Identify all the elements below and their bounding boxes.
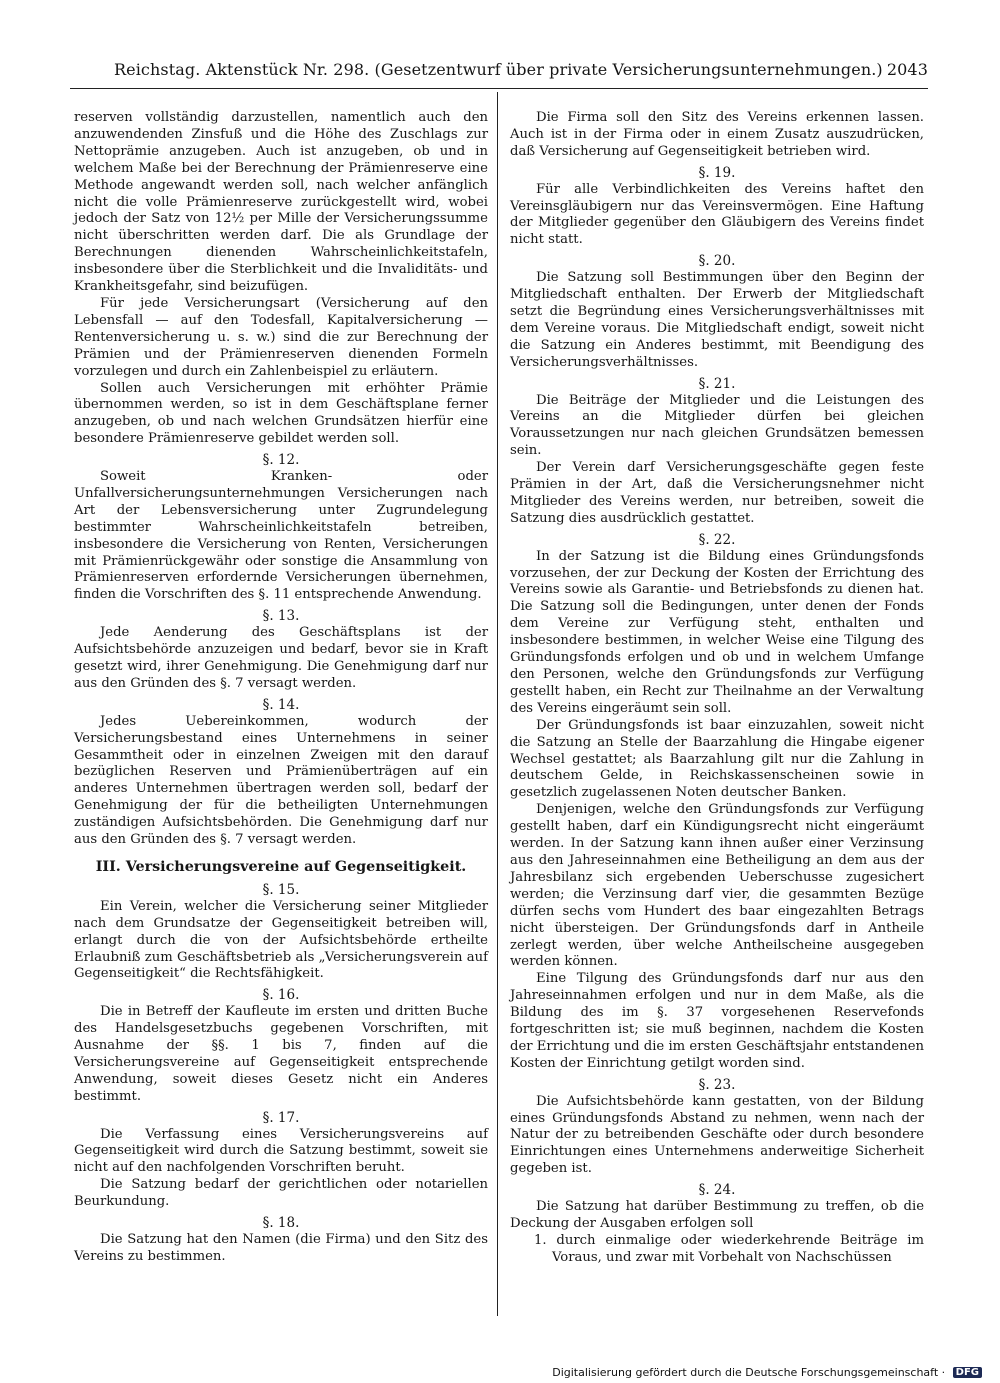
- paragraph: Der Gründungsfonds ist baar einzuzahlen, soweit nicht die Satzung an Stelle der Baarzahlung die Hingabe eigener Wechsel gestattet; als Baarzahlung gilt nur die Zahlung in deutschem Gelde, in Reichskassenscheinen sowie in gesetzlich zugelassenen Noten deutscher Banken.: [510, 717, 924, 801]
- paragraph: Ein Verein, welcher die Versicherung seiner Mitglieder nach dem Grundsatze der Gegenseitigkeit betreiben will, erlangt durch die von der Aufsichtsbehörde ertheilte Erlaubniß zum Geschäftsbetrieb als „Versicherungsverein auf Gegenseitigkeit“ die Rechtsfähigkeit.: [74, 898, 488, 982]
- paragraph: Die Satzung hat darüber Bestimmung zu treffen, ob die Deckung der Ausgaben erfolgen soll: [510, 1199, 924, 1231]
- running-header: [70, 60, 928, 86]
- paragraph: Sollen auch Versicherungen mit erhöhter Prämie übernommen werden, so ist in dem Geschäftsplane ferner anzugeben, ob und nach welchen Grundsätzen hierfür eine besondere Prämienreserve gebildet werden soll.: [74, 380, 488, 447]
- paragraph: Die Beiträge der Mitglieder und die Leistungen des Vereins an die Mitglieder dürfen bei gleichen Voraussetzungen nur nach gleichen Grundsätzen bemessen sein.: [510, 392, 924, 459]
- paragraph: Soweit Kranken- oder Unfallversicherungsunternehmungen Versicherungen nach Art der Lebensversicherung unter Zugrundelegung bestimmter Wahrscheinlichkeitstafeln betreiben, insbesondere die Versicherung von Renten, Versicherungen mit Prämienrückgewähr oder sonstige die Ansammlung von Prämienreserven erfordernde Versicherungen übernehmen, finden die Vorschriften des §. 11 entsprechende Anwendung.: [74, 469, 488, 603]
- paragraph: Für alle Verbindlichkeiten des Vereins haftet den Vereinsgläubigern nur das Vereinsvermögen. Eine Haftung der Mitglieder gegenüber den Gläubigern des Vereins findet nicht statt.: [510, 181, 924, 248]
- list-item: 1. durch einmalige oder wiederkehrende Beiträge im Voraus, und zwar mit Vorbehalt von Nachschüssen: [534, 1232, 924, 1265]
- right-column: [510, 110, 924, 1267]
- dfg-logo: DFG: [953, 1367, 982, 1378]
- part-heading: III. Versicherungsvereine auf Gegenseitigkeit.: [95, 858, 467, 875]
- digitization-credit: [552, 1366, 982, 1379]
- page-number: 2043: [886, 60, 928, 79]
- section-number: §. 24.: [698, 1182, 736, 1199]
- paragraph: Denjenigen, welche den Gründungsfonds zur Verfügung gestellt haben, darf ein Kündigungsrecht nicht eingeräumt werden. In der Satzung kann ihnen außer einer Verzinsung aus den Jahreseinnahmen eine Betheiligung an dem aus der Jahresbilanz sich ergebenden Ueberschusse zugesichert werden; die Verzinsung darf vier, die gesammten Bezüge dürfen sechs vom Hundert des baar eingezahlten Betrags nicht übersteigen. Der Gründungsfonds darf in Antheile zerlegt werden, über welche Antheilscheine ausgegeben werden können.: [510, 802, 924, 970]
- section-number: §. 23.: [698, 1076, 736, 1093]
- section-number: §. 12.: [262, 452, 300, 469]
- column-divider: [497, 92, 498, 1316]
- paragraph: Jede Aenderung des Geschäftsplans ist der Aufsichtsbehörde anzuzeigen und bedarf, bevor sie in Kraft gesetzt wird, ihrer Genehmigung. Die Genehmigung darf nur aus den Gründen des §. 7 versagt werden.: [74, 625, 488, 691]
- section-number: §. 20.: [698, 253, 736, 270]
- paragraph: Für jede Versicherungsart (Versicherung auf den Lebensfall — auf den Todesfall, Kapitalversicherung — Rentenversicherung u. s. w.) sind die zur Berechnung der Prämien und der Prämienreserven dienenden Formeln vorzulegen und durch ein Zahlenbeispiel zu erläutern.: [74, 295, 488, 379]
- section-number: §. 16.: [262, 987, 300, 1004]
- section-number: §. 18.: [262, 1215, 300, 1232]
- footer-text: Digitalisierung gefördert durch die Deutsche Forschungsgemeinschaft ·: [552, 1366, 946, 1379]
- paragraph: Jedes Uebereinkommen, wodurch der Versicherungsbestand eines Unternehmens in seiner Gesammtheit oder in einzelnen Zweigen mit den darauf bezüglichen Reserven und Prämienüberträgen auf ein anderes Unternehmen übertragen werden soll, bedarf der Genehmigung der für die betheiligten Unternehmungen zuständigen Aufsichtsbehörden. Die Genehmigung darf nur aus den Gründen des §. 7 versagt werden.: [74, 713, 488, 848]
- paragraph: In der Satzung ist die Bildung eines Gründungsfonds vorzusehen, der zur Deckung der Kosten der Errichtung des Vereins sowie als Garantie- und Betriebsfonds zu dienen hat. Die Satzung soll die Bedingungen, unter denen der Fonds dem Vereine zur Verfügung steht, enthalten und insbesondere bestimmen, in welcher Weise eine Tilgung des Gründungsfonds erfolgen und ob und in welchem Umfange den Personen, welche den Gründungsfonds zur Verfügung gestellt haben, ein Recht zur Theilnahme an der Verwaltung des Vereins eingeräumt sein soll.: [510, 548, 924, 716]
- paragraph: Die Aufsichtsbehörde kann gestatten, von der Bildung eines Gründungsfonds Abstand zu nehmen, wenn nach der Natur der zu betreibenden Geschäfte oder durch besondere Einrichtungen eines Unternehmens anderweitige Sicherheit gegeben ist.: [510, 1093, 924, 1177]
- section-number: §. 21.: [698, 375, 736, 392]
- section-number: §. 22.: [698, 531, 736, 548]
- paragraph: Die Satzung bedarf der gerichtlichen oder notariellen Beurkundung.: [74, 1177, 488, 1210]
- paragraph: Die Satzung soll Bestimmungen über den Beginn der Mitgliedschaft enthalten. Der Erwerb der Mitgliedschaft setzt die Begründung eines Versicherungsverhältnisses mit dem Vereine voraus. Die Mitgliedschaft endigt, soweit nicht die Satzung ein Anderes bestimmt, mit Beendigung des Versicherungsverhältnisses.: [510, 270, 924, 370]
- paragraph: Eine Tilgung des Gründungsfonds darf nur aus den Jahreseinnahmen erfolgen und nur in dem Maße, als die Bildung des im §. 37 vorgesehenen Reservefonds fortgeschritten ist; sie muß beginnen, nachdem die Kosten der Errichtung und die im ersten Geschäftsjahr entstandenen Kosten der Einrichtung getilgt worden sind.: [510, 971, 924, 1071]
- paragraph: Die Firma soll den Sitz des Vereins erkennen lassen. Auch ist in der Firma oder in einem Zusatz auszudrücken, daß Versicherung auf Gegenseitigkeit betrieben wird.: [510, 110, 924, 159]
- paragraph: Die Satzung hat den Namen (die Firma) und den Sitz des Vereins zu bestimmen.: [74, 1232, 488, 1264]
- paragraph: Die Verfassung eines Versicherungsvereins auf Gegenseitigkeit wird durch die Satzung bestimmt, soweit sie nicht auf den nachfolgenden Vorschriften beruht.: [74, 1126, 488, 1176]
- header-title: Reichstag. Aktenstück Nr. 298. (Gesetzentwurf über private Versicherungsunternehmungen.): [114, 60, 883, 79]
- section-number: §. 17.: [262, 1109, 300, 1126]
- paragraph: Die in Betreff der Kaufleute im ersten und dritten Buche des Handelsgesetzbuchs gegebenen Vorschriften, mit Ausnahme der §§. 1 bis 7, finden auf die Versicherungsvereine auf Gegenseitigkeit entsprechende Anwendung, soweit dieses Gesetz nicht ein Anderes bestimmt.: [74, 1004, 488, 1104]
- paragraph: Der Verein darf Versicherungsgeschäfte gegen feste Prämien in der Art, daß die Versicherungsnehmer nicht Mitglieder des Vereins werden, nur betreiben, soweit die Satzung dies ausdrücklich gestattet.: [510, 460, 924, 526]
- section-number: §. 13.: [262, 608, 300, 625]
- left-column: [74, 110, 488, 1266]
- paragraph: reserven vollständig darzustellen, namentlich auch den anzuwendenden Zinsfuß und die Höhe des Zuschlags zur Nettoprämie anzugeben. Auch ist anzugeben, ob und in welchem Maße bei der Berechnung der Prämienreserve eine Methode angewandt werden soll, nach welcher anfänglich nicht die volle Prämienreserve zurückgestellt wird, wobei jedoch der Satz von 12½ per Mille der Versicherungssumme nicht überschritten werden darf. Die als Grundlage der Berechnungen dienenden Wahrscheinlichkeitstafeln, insbesondere über die Sterblichkeit und die Invaliditäts- und Krankheitsgefahr, sind beizufügen.: [74, 110, 488, 295]
- header-rule: [70, 88, 928, 89]
- section-number: §. 14.: [262, 696, 300, 713]
- section-number: §. 19.: [698, 164, 736, 181]
- section-number: §. 15.: [262, 881, 300, 898]
